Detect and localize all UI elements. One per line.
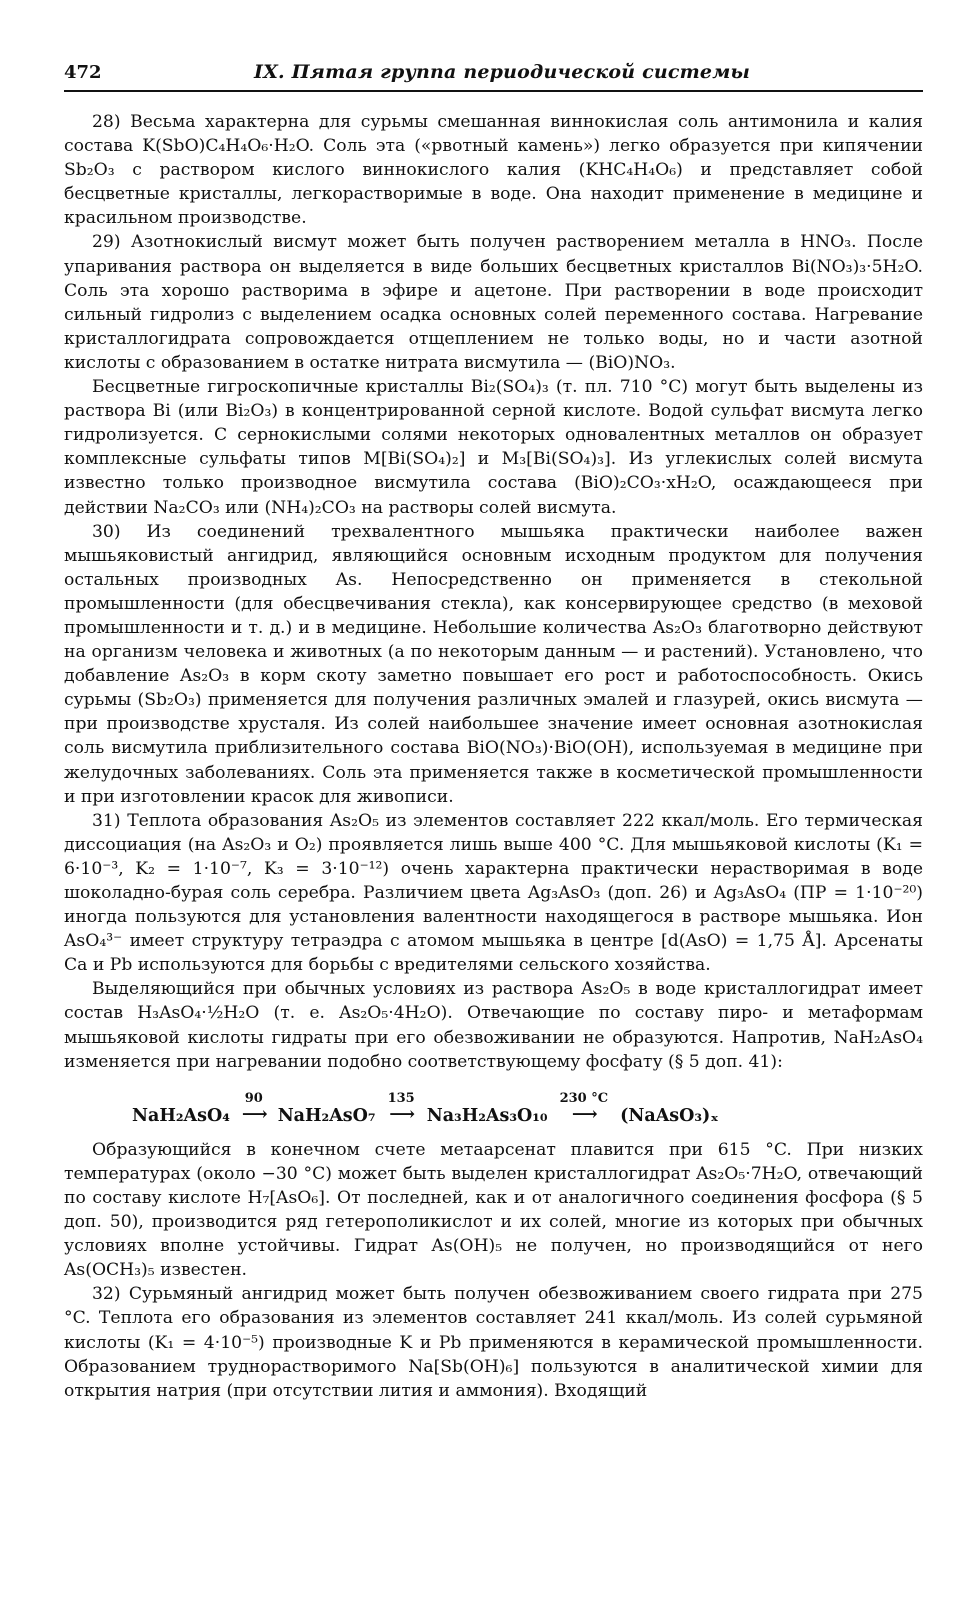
reaction-condition: 230 °C (559, 1090, 609, 1106)
reaction-condition: 90 (244, 1090, 263, 1106)
reaction-species: (NaAsO₃)ₓ (620, 1105, 719, 1126)
arrow-icon: ⟶ (571, 1103, 596, 1125)
reaction-species: Na₃H₂As₃O₁₀ (426, 1105, 548, 1126)
page-number: 472 (64, 62, 102, 83)
paragraph-31: 31) Теплота образования As₂O₅ из элементов составляет 222 ккал/моль. Его термическая диссоциация (на As₂O₃ и O₂) проявляется лишь выше 400 °C. Для мышьяковой кислоты (K₁ = 6·10⁻³, K₂ = 1·10⁻⁷, K₃ = 3·10⁻¹²) очень характерна практически нерастворимая в воде шоколадно-бурая соль серебра. Различием цвета Ag₃AsO₃ (доп. 26) и Ag₃AsO₄ (ПР = 1·10⁻²⁰) иногда пользуются для установления валентности находящегося в растворе мышьяка. Ион AsO₄³⁻ имеет структуру тетраэдра с атомом мышьяка в центре [d(AsO) = 1,75 Å]. Арсенаты Ca и Pb используются для борьбы с вредителями сельского хозяйства. (64, 810, 923, 976)
paragraph-32: 32) Сурьмяный ангидрид может быть получен обезвоживанием своего гидрата при 275 °C. Теплота его образования из элементов составляет 241 ккал/моль. Из солей сурьмяной кислоты (K₁ = 4·10⁻⁵) производные K и Pb применяются в керамической промышленности. Образованием труднорастворимого Na[Sb(OH)₆] пользуются в аналитической химии для открытия натрия (при отсутствии лития и аммония). Входящий (64, 1284, 923, 1401)
reaction-arrow (388, 1092, 415, 1124)
reaction-arrow (560, 1092, 609, 1124)
page-header (64, 60, 923, 92)
reaction-species: NaH₂AsO₇ (277, 1105, 376, 1126)
paragraph-metaarsenate: Образующийся в конечном счете метаарсенат плавится при 615 °C. При низких температурах (около −30 °C) может быть выделен кристаллогидрат As₂O₅·7H₂O, отвечающий по составу кислоте H₇[AsO₆]. От последней, как и от аналогичного соединения фосфора (§ 5 доп. 50), производится ряд гетерополикислот и их солей, многие из которых при обычных условиях вполне устойчивы. Гидрат As(OH)₅ не получен, но производящийся от него As(OCH₃)₅ известен. (64, 1139, 923, 1281)
arrow-icon: ⟶ (241, 1103, 266, 1125)
arrow-icon: ⟶ (389, 1103, 414, 1125)
reaction-scheme (132, 1082, 923, 1128)
paragraph-bismuth-sulfate: Бесцветные гигроскопичные кристаллы Bi₂(SO₄)₃ (т. пл. 710 °C) могут быть выделены из раствора Bi (или Bi₂O₃) в концентрированной серной кислоте. Водой сульфат висмута легко гидролизуется. С сернокислыми солями некоторых одновалентных металлов он образует комплексные сульфаты типов M[Bi(SO₄)₂] и M₃[Bi(SO₄)₃]. Из углекислых солей висмута известно только производное висмутила состава (BiO)₂CO₃·xH₂O, осаждающееся при действии Na₂CO₃ или (NH₄)₂CO₃ на растворы солей висмута. (64, 377, 923, 518)
paragraph-28: 28) Весьма характерна для сурьмы смешанная виннокислая соль антимонила и калия состава K(SbO)C₄H₄O₆·H₂O. Соль эта («рвотный камень») легко образуется при кипячении Sb₂O₃ с раствором кислого виннокислого калия (KHC₄H₄O₆) и представляет собой бесцветные кристаллы, легкорастворимые в воде. Она находит применение в медицине и красильном производстве. (64, 112, 923, 229)
reaction-species: NaH₂AsO₄ (132, 1105, 230, 1126)
running-title: IX. Пятая группа периодической системы (254, 61, 751, 83)
reaction-arrow (242, 1092, 266, 1124)
paragraph-30: 30) Из соединений трехвалентного мышьяка практически наиболее важен мышьяковистый ангидрид, являющийся основным исходным продуктом для получения остальных производных As. Непосредственно он применяется в стекольной промышленности (для обесцвечивания стекла), как консервирующее средство (в меховой промышленности и т. д.) и в медицине. Небольшие количества As₂O₃ благотворно действуют на организм человека и животных (а по некоторым данным — и растений). Установлено, что добавление As₂O₃ в корм скоту заметно повышает его рост и работоспособность. Окись сурьмы (Sb₂O₃) применяется для получения различных эмалей и глазурей, окись висмута — при производстве хрусталя. Из солей наибольшее значение имеет основная азотнокислая соль висмутила приблизительного состава BiO(NO₃)·BiO(OH), используемая в медицине при желудочных заболеваниях. Соль эта применяется также в косметической промышленности и при изготовлении красок для живописи. (64, 521, 923, 807)
paragraph-29: 29) Азотнокислый висмут может быть получен растворением металла в HNO₃. После упаривания раствора он выделяется в виде больших бесцветных кристаллов Bi(NO₃)₃·5H₂O. Соль эта хорошо растворима в эфире и ацетоне. При растворении в воде происходит сильный гидролиз с выделением осадка основных солей переменного состава. Нагревание кристаллогидрата сопровождается отщеплением не только воды, но и части азотной кислоты с образованием в остатке нитрата висмутила — (BiO)NO₃. (64, 232, 923, 373)
paragraph-arsenic-hydrate: Выделяющийся при обычных условиях из раствора As₂O₅ в воде кристаллогидрат имеет состав H₃AsO₄·½H₂O (т. е. As₂O₅·4H₂O). Отвечающие по составу пиро- и метаформам мышьяковой кислоты гидраты при его обезвоживании не образуются. Напротив, NaH₂AsO₄ изменяется при нагревании подобно соответствующему фосфату (§ 5 доп. 41): (64, 979, 923, 1072)
reaction-condition: 135 (387, 1090, 415, 1106)
